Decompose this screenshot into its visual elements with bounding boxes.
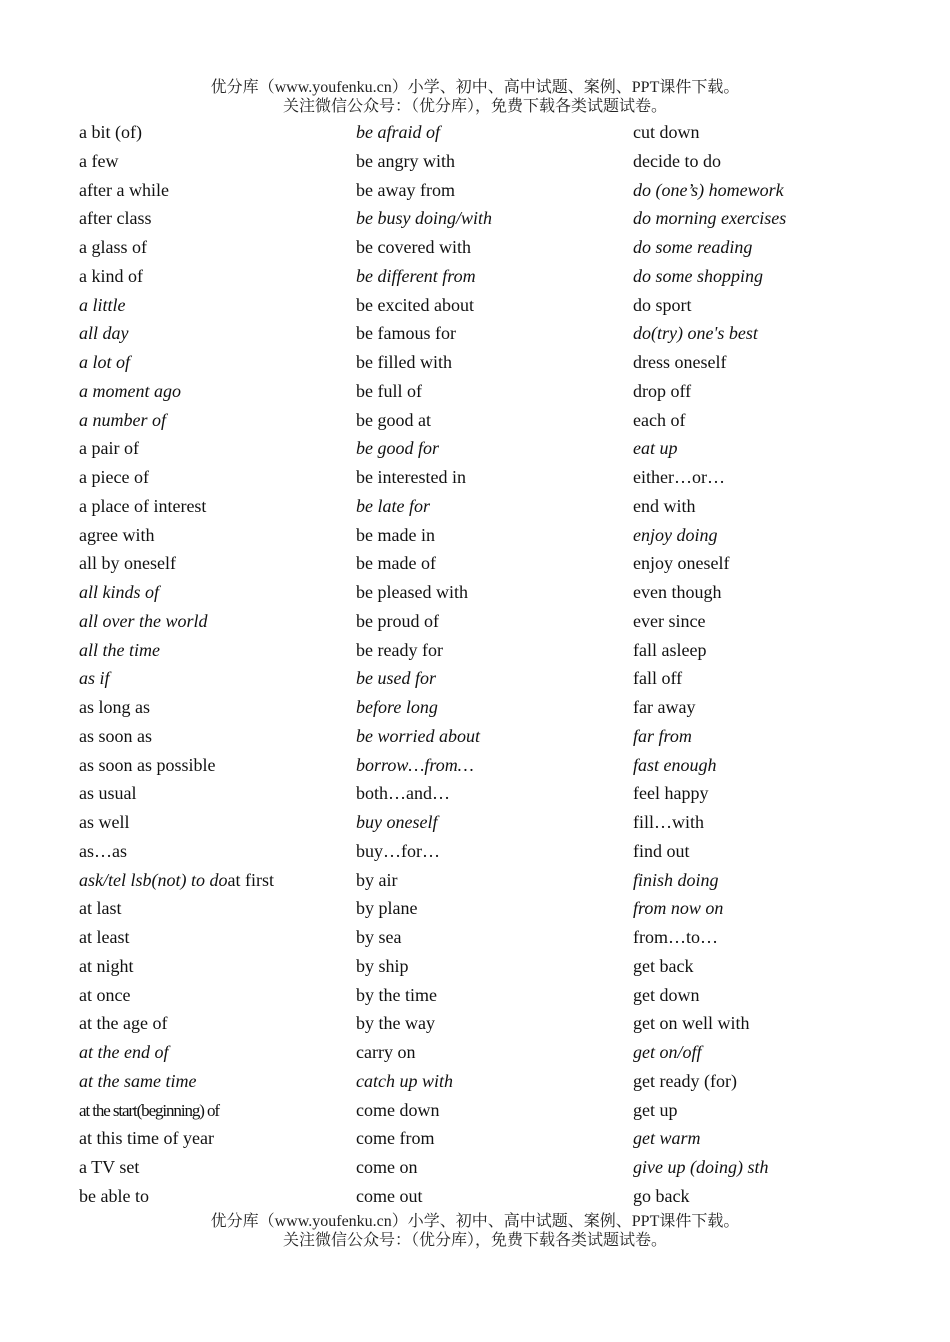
phrase-item — [356, 1153, 626, 1182]
phrase-item — [356, 808, 626, 837]
phrase-text: do some reading — [633, 237, 753, 257]
phrase-item — [356, 521, 626, 550]
phrase-item — [356, 291, 626, 320]
phrase-text: at this time of year — [79, 1128, 214, 1149]
phrase-text: come on — [356, 1157, 418, 1177]
phrase-item — [79, 549, 349, 578]
phrase-text: far away — [633, 697, 696, 717]
phrase-text: fall asleep — [633, 639, 707, 660]
phrase-item — [356, 837, 626, 866]
phrase-text: be away from — [356, 179, 455, 200]
phrase-item — [633, 607, 933, 636]
phrase-text: a lot of — [79, 352, 131, 372]
phrase-text: come from — [356, 1128, 435, 1149]
phrase-text: at the same time — [79, 1070, 197, 1091]
phrase-item — [633, 866, 933, 895]
phrase-text: as soon as — [79, 725, 152, 746]
phrase-item — [79, 981, 349, 1010]
phrase-item — [633, 434, 933, 463]
phrase-text: fill…with — [633, 812, 704, 832]
phrase-text: be full of — [356, 380, 422, 401]
phrase-item — [79, 434, 349, 463]
phrase-text-extra: at first — [227, 869, 274, 890]
phrase-text: far from — [633, 725, 692, 746]
phrase-text: drop off — [633, 380, 692, 401]
phrase-item — [633, 636, 933, 665]
phrase-item — [79, 607, 349, 636]
phrase-text: at the end of — [79, 1042, 169, 1062]
phrase-text: by plane — [356, 898, 418, 919]
phrase-text: all the time — [79, 639, 160, 660]
phrase-item — [356, 262, 626, 291]
phrase-item — [356, 693, 626, 722]
phrase-item — [79, 837, 349, 866]
phrase-item — [356, 751, 626, 780]
footer-line-2: 关注微信公众号：（优分库），免费下载各类试题试卷。 — [282, 1232, 667, 1249]
phrase-text: at last — [79, 898, 122, 919]
phrase-item — [79, 406, 349, 435]
phrase-item — [79, 952, 349, 981]
phrase-text: do(try) one's best — [633, 323, 758, 344]
phrase-text: all kinds of — [79, 582, 159, 602]
phrase-text: be made in — [356, 524, 435, 545]
phrase-text: be proud of — [356, 610, 439, 631]
phrase-text: a little — [79, 294, 126, 315]
page-header — [0, 78, 950, 116]
footer-line-1: 优分库（www.youfenku.cn）小学、初中、高中试题、案例、PPT课件下载。 — [210, 1213, 740, 1230]
phrase-item — [79, 463, 349, 492]
phrase-text: be made of — [356, 553, 436, 574]
phrase-text: after a while — [79, 179, 169, 200]
phrase-text: be good for — [356, 438, 439, 459]
phrase-item — [356, 118, 626, 147]
phrase-item — [633, 176, 933, 205]
phrase-item — [633, 1153, 933, 1182]
phrase-text: by sea — [356, 927, 402, 947]
header-line-2: 关注微信公众号：（优分库），免费下载各类试题试卷。 — [282, 98, 667, 115]
phrase-item — [79, 779, 349, 808]
phrase-text: fall off — [633, 668, 683, 689]
phrase-item — [79, 377, 349, 406]
phrase-item — [633, 291, 933, 320]
phrase-text: by the time — [356, 984, 437, 1005]
phrase-text: be busy doing/with — [356, 208, 492, 229]
phrase-item — [356, 664, 626, 693]
phrase-item — [356, 923, 626, 952]
phrase-item — [633, 262, 933, 291]
phrase-text: each of — [633, 409, 686, 430]
phrase-text: be interested in — [356, 467, 466, 487]
phrase-item — [356, 233, 626, 262]
phrase-item — [633, 492, 933, 521]
phrase-item — [633, 923, 933, 952]
phrase-item — [79, 176, 349, 205]
phrase-item — [356, 952, 626, 981]
phrase-text: get ready (for) — [633, 1070, 737, 1091]
phrase-text: end with — [633, 495, 696, 516]
phrase-text: by ship — [356, 955, 409, 976]
phrase-text: feel happy — [633, 783, 709, 804]
phrase-item — [356, 578, 626, 607]
phrase-item — [633, 1124, 933, 1153]
phrase-item — [633, 406, 933, 435]
phrase-text: from…to… — [633, 927, 718, 947]
phrase-item — [79, 894, 349, 923]
phrase-item — [79, 204, 349, 233]
phrase-text: get up — [633, 1099, 678, 1120]
phrase-item — [356, 607, 626, 636]
phrase-item — [633, 204, 933, 233]
phrase-text: a place of interest — [79, 495, 207, 516]
phrase-item — [79, 1124, 349, 1153]
phrase-item — [356, 981, 626, 1010]
phrase-item — [633, 1038, 933, 1067]
phrase-columns — [0, 118, 950, 1210]
phrase-item — [79, 1096, 349, 1125]
phrase-item — [356, 147, 626, 176]
phrase-item — [633, 894, 933, 923]
phrase-text: get on/off — [633, 1042, 702, 1062]
phrase-text: agree with — [79, 524, 155, 545]
phrase-text: be used for — [356, 668, 436, 689]
phrase-item — [633, 549, 933, 578]
phrase-item — [356, 779, 626, 808]
phrase-text: as well — [79, 812, 130, 832]
phrase-text: give up (doing) sth — [633, 1157, 769, 1177]
phrase-text: buy oneself — [356, 812, 438, 832]
phrase-text: a TV set — [79, 1157, 140, 1177]
phrase-item — [356, 406, 626, 435]
header-line-1: 优分库（www.youfenku.cn）小学、初中、高中试题、案例、PPT课件下载。 — [210, 79, 740, 96]
phrase-item — [79, 147, 349, 176]
phrase-text: get down — [633, 984, 700, 1005]
phrase-text: both…and… — [356, 783, 450, 804]
phrase-item — [79, 751, 349, 780]
phrase-text: be filled with — [356, 352, 452, 372]
phrase-text: ask/tel lsb(not) to do — [79, 869, 228, 890]
phrase-item — [356, 866, 626, 895]
phrase-item — [633, 377, 933, 406]
phrase-text: catch up with — [356, 1070, 453, 1091]
phrase-text: before long — [356, 697, 438, 717]
phrase-text: be good at — [356, 409, 431, 430]
phrase-text: fast enough — [633, 754, 717, 775]
phrase-item — [633, 1067, 933, 1096]
phrase-item — [633, 779, 933, 808]
phrase-item — [79, 636, 349, 665]
phrase-item — [633, 837, 933, 866]
phrase-column-1 — [79, 118, 349, 1211]
phrase-item — [79, 808, 349, 837]
phrase-item — [79, 521, 349, 550]
phrase-item — [79, 1009, 349, 1038]
phrase-text: do morning exercises — [633, 208, 787, 229]
phrase-item — [356, 463, 626, 492]
phrase-text: even though — [633, 582, 722, 602]
phrase-item — [79, 319, 349, 348]
phrase-text: ever since — [633, 610, 706, 631]
phrase-text: decide to do — [633, 150, 721, 171]
phrase-text: either…or… — [633, 467, 725, 487]
phrase-text: be famous for — [356, 323, 456, 344]
phrase-item — [633, 808, 933, 837]
phrase-item — [633, 1182, 933, 1211]
phrase-text: as long as — [79, 697, 150, 717]
phrase-item — [633, 348, 933, 377]
phrase-item — [356, 319, 626, 348]
phrase-text: as…as — [79, 840, 127, 861]
phrase-column-2 — [356, 118, 626, 1211]
phrase-item — [356, 434, 626, 463]
phrase-item — [633, 463, 933, 492]
phrase-text: a pair of — [79, 438, 139, 459]
phrase-text: get warm — [633, 1128, 701, 1149]
phrase-item — [79, 1067, 349, 1096]
phrase-text: dress oneself — [633, 352, 727, 372]
phrase-text: be excited about — [356, 294, 474, 315]
phrase-item — [79, 664, 349, 693]
phrase-item — [633, 664, 933, 693]
phrase-item — [79, 262, 349, 291]
phrase-text: all day — [79, 323, 129, 344]
phrase-text: by the way — [356, 1013, 435, 1034]
phrase-text: be worried about — [356, 725, 480, 746]
phrase-item — [79, 233, 349, 262]
phrase-text: at night — [79, 955, 134, 976]
phrase-text: by air — [356, 869, 398, 890]
phrase-item — [356, 204, 626, 233]
phrase-item — [356, 549, 626, 578]
phrase-text: do (one’s) homework — [633, 179, 784, 200]
phrase-text: buy…for… — [356, 840, 440, 861]
phrase-text: as if — [79, 668, 110, 689]
phrase-text: borrow…from… — [356, 754, 474, 775]
phrase-item — [79, 492, 349, 521]
phrase-text: a kind of — [79, 265, 143, 286]
phrase-item — [356, 377, 626, 406]
phrase-item — [356, 1096, 626, 1125]
phrase-text: get back — [633, 955, 694, 976]
phrase-text: be pleased with — [356, 582, 468, 602]
phrase-text: come out — [356, 1185, 423, 1206]
phrase-item — [633, 751, 933, 780]
phrase-item — [633, 1009, 933, 1038]
phrase-item — [356, 1124, 626, 1153]
phrase-text: a glass of — [79, 237, 147, 257]
phrase-item — [633, 952, 933, 981]
phrase-item — [633, 118, 933, 147]
phrase-text: do sport — [633, 294, 692, 315]
phrase-text: be able to — [79, 1185, 149, 1206]
phrase-text: after class — [79, 208, 152, 229]
phrase-item — [356, 1038, 626, 1067]
phrase-text: be ready for — [356, 639, 443, 660]
phrase-item — [79, 1182, 349, 1211]
phrase-item — [79, 118, 349, 147]
page-footer — [0, 1212, 950, 1250]
phrase-column-3 — [633, 118, 933, 1211]
phrase-text: come down — [356, 1099, 440, 1120]
phrase-text: find out — [633, 840, 690, 861]
phrase-text: a moment ago — [79, 380, 181, 401]
phrase-text: carry on — [356, 1042, 416, 1062]
phrase-text: a number of — [79, 409, 166, 430]
phrase-text: at the start(beginning) of — [79, 1100, 219, 1120]
phrase-item — [79, 291, 349, 320]
phrase-text: a few — [79, 150, 119, 171]
phrase-text: eat up — [633, 438, 678, 459]
phrase-text: be afraid of — [356, 122, 440, 142]
phrase-text: from now on — [633, 898, 724, 919]
phrase-text: do some shopping — [633, 265, 763, 286]
phrase-item — [633, 722, 933, 751]
phrase-text: go back — [633, 1185, 690, 1206]
phrase-item — [79, 722, 349, 751]
phrase-item — [356, 722, 626, 751]
phrase-text: be covered with — [356, 237, 471, 257]
phrase-text: at least — [79, 927, 130, 947]
phrase-text: as soon as possible — [79, 754, 216, 775]
phrase-item — [356, 492, 626, 521]
phrase-text: finish doing — [633, 869, 719, 890]
phrase-item — [79, 866, 349, 895]
phrase-item — [79, 348, 349, 377]
phrase-text: be late for — [356, 495, 430, 516]
phrase-item — [356, 348, 626, 377]
phrase-item — [356, 1009, 626, 1038]
phrase-item — [356, 1182, 626, 1211]
phrase-item — [633, 233, 933, 262]
phrase-text: at once — [79, 984, 131, 1005]
phrase-item — [79, 693, 349, 722]
phrase-text: get on well with — [633, 1013, 750, 1034]
phrase-item — [633, 693, 933, 722]
phrase-item — [633, 578, 933, 607]
phrase-text: enjoy doing — [633, 524, 718, 545]
phrase-item — [356, 894, 626, 923]
phrase-text: cut down — [633, 122, 700, 142]
phrase-item — [633, 319, 933, 348]
phrase-text: all by oneself — [79, 553, 176, 574]
phrase-text: as usual — [79, 783, 137, 804]
phrase-text: be angry with — [356, 150, 455, 171]
phrase-item — [356, 1067, 626, 1096]
phrase-item — [633, 981, 933, 1010]
phrase-item — [633, 147, 933, 176]
phrase-text: a bit (of) — [79, 122, 142, 142]
phrase-item — [79, 923, 349, 952]
phrase-item — [356, 176, 626, 205]
phrase-text: all over the world — [79, 610, 208, 631]
phrase-item — [79, 578, 349, 607]
phrase-text: at the age of — [79, 1013, 168, 1034]
phrase-text: enjoy oneself — [633, 553, 730, 574]
phrase-text: be different from — [356, 265, 476, 286]
phrase-item — [79, 1153, 349, 1182]
phrase-item — [633, 1096, 933, 1125]
phrase-item — [633, 521, 933, 550]
phrase-text: a piece of — [79, 467, 149, 487]
phrase-item — [356, 636, 626, 665]
phrase-item — [79, 1038, 349, 1067]
